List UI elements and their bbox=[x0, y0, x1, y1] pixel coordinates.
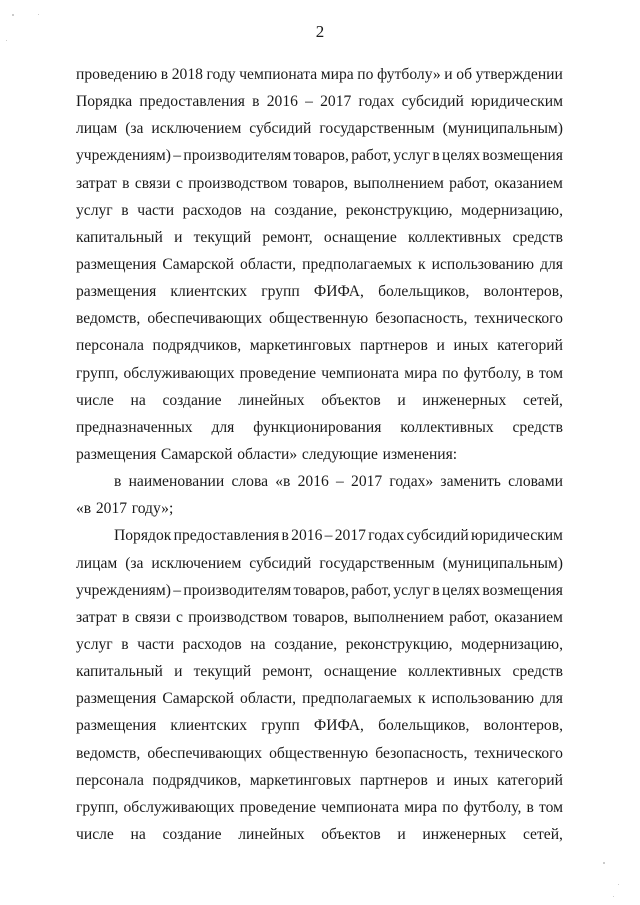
text-line bbox=[76, 115, 563, 142]
text-line bbox=[76, 522, 563, 549]
text-line bbox=[76, 224, 563, 251]
text-word: годах bbox=[368, 527, 405, 545]
text-word: и bbox=[174, 663, 183, 681]
text-word: групп, bbox=[76, 798, 119, 816]
text-word: безопасность, bbox=[375, 744, 468, 762]
text-word: размещения bbox=[76, 255, 157, 273]
text-word: следующие bbox=[301, 445, 378, 463]
text-word: в bbox=[122, 608, 130, 626]
text-word: целях bbox=[442, 147, 481, 165]
text-word: Порядок bbox=[114, 527, 172, 545]
text-word: создание, bbox=[274, 635, 338, 653]
text-word: – bbox=[173, 147, 182, 165]
text-word: Самарской bbox=[160, 445, 233, 463]
text-word: чемпионата bbox=[321, 364, 400, 382]
text-word: средств bbox=[512, 663, 563, 681]
text-word: предполагаемых bbox=[302, 690, 412, 708]
text-word: средств bbox=[512, 418, 563, 436]
text-word: средств bbox=[512, 228, 563, 246]
text-word: государственным bbox=[319, 554, 435, 572]
text-word: услуг bbox=[76, 635, 113, 653]
text-word: чемпионата bbox=[321, 798, 400, 816]
text-word: оказанием bbox=[494, 174, 563, 192]
text-word: линейных bbox=[238, 825, 305, 843]
text-word: обеспечивающих bbox=[147, 744, 263, 762]
text-word: категорий bbox=[497, 337, 563, 355]
text-word: обслуживающих bbox=[123, 798, 235, 816]
text-word: и bbox=[444, 66, 453, 83]
text-line bbox=[76, 278, 563, 305]
text-word: клиентских bbox=[170, 717, 248, 735]
text-word: проведение bbox=[239, 364, 317, 382]
document-body bbox=[76, 61, 563, 848]
text-word: в bbox=[160, 66, 169, 83]
text-word: болельщиков, bbox=[378, 717, 470, 735]
text-word: с bbox=[175, 608, 183, 626]
text-word: (муниципальным) bbox=[442, 554, 563, 572]
text-line bbox=[76, 604, 563, 631]
text-word: юридическим bbox=[470, 527, 563, 545]
text-word: на bbox=[250, 201, 266, 219]
text-word: – bbox=[173, 581, 182, 599]
text-word: проведению bbox=[76, 66, 158, 83]
text-word: в bbox=[432, 581, 440, 599]
text-word: предназначенных bbox=[76, 418, 193, 436]
text-word: юридическим bbox=[471, 93, 563, 111]
text-word: предоставления bbox=[173, 527, 280, 545]
text-word: в bbox=[114, 473, 122, 491]
text-word: услуг bbox=[393, 147, 431, 165]
text-word: 2017 bbox=[95, 500, 128, 518]
text-word: подрядчиков, bbox=[152, 337, 242, 355]
text-word: текущий bbox=[193, 228, 252, 246]
text-word: возмещения bbox=[482, 147, 563, 165]
text-word: 2017 bbox=[351, 473, 383, 491]
text-word: Порядка bbox=[76, 93, 133, 111]
text-word: части bbox=[137, 201, 175, 219]
text-line bbox=[76, 441, 563, 468]
text-word: мира bbox=[404, 798, 438, 816]
text-word: маркетинговых bbox=[249, 771, 352, 789]
text-line bbox=[76, 468, 563, 495]
text-word: 2016 bbox=[266, 93, 298, 111]
text-word: к bbox=[418, 255, 426, 273]
text-word: предоставления bbox=[139, 93, 245, 111]
text-word: капитальный bbox=[76, 663, 163, 681]
text-word: персонала bbox=[76, 771, 144, 789]
text-word: 2016 bbox=[297, 473, 329, 491]
text-word: выполнением bbox=[353, 608, 444, 626]
text-word: затрат bbox=[76, 608, 117, 626]
text-word: футболу, bbox=[463, 364, 522, 382]
text-word: безопасность, bbox=[375, 310, 468, 328]
text-word: производителям bbox=[183, 581, 292, 599]
text-word: обеспечивающих bbox=[147, 310, 263, 328]
text-word: товаров, bbox=[292, 174, 349, 192]
text-word: использованию bbox=[431, 255, 535, 273]
text-word: коллективных bbox=[400, 418, 494, 436]
text-word: клиентских bbox=[170, 283, 248, 301]
text-word: утверждении bbox=[475, 66, 563, 83]
text-word: ФИФА, bbox=[313, 283, 364, 301]
text-word: иных bbox=[453, 771, 489, 789]
text-word: модернизацию, bbox=[461, 635, 563, 653]
text-word: лицам bbox=[76, 120, 118, 138]
text-line bbox=[76, 88, 563, 115]
text-word: выполнением bbox=[353, 174, 444, 192]
text-word: подрядчиков, bbox=[152, 771, 242, 789]
text-word: услуг bbox=[393, 581, 431, 599]
text-line bbox=[76, 61, 563, 88]
text-word: области» bbox=[237, 445, 298, 463]
text-word: оснащение bbox=[323, 663, 397, 681]
text-word: категорий bbox=[497, 771, 563, 789]
text-word: 2017 bbox=[334, 527, 366, 545]
text-word: для bbox=[540, 255, 563, 273]
text-word: числе bbox=[76, 825, 114, 843]
text-word: в bbox=[122, 174, 130, 192]
text-word: услуг bbox=[76, 201, 113, 219]
text-word: затрат bbox=[76, 174, 117, 192]
text-word: мира bbox=[404, 364, 438, 382]
text-word: текущий bbox=[193, 663, 252, 681]
text-word: и bbox=[174, 228, 183, 246]
text-word: на bbox=[250, 635, 266, 653]
text-word: году bbox=[206, 66, 236, 83]
text-word: 2016 bbox=[291, 527, 323, 545]
text-word: иных bbox=[453, 337, 489, 355]
text-word: партнеров bbox=[359, 771, 428, 789]
text-word: в bbox=[252, 93, 260, 111]
text-word: словами bbox=[508, 473, 563, 491]
text-word: работ, bbox=[351, 147, 391, 165]
text-word: с bbox=[175, 174, 183, 192]
text-word: к bbox=[418, 690, 426, 708]
text-word: числе bbox=[76, 391, 114, 409]
text-word: волонтеров, bbox=[483, 717, 563, 735]
text-word: технического bbox=[474, 310, 563, 328]
text-word: объектов bbox=[321, 825, 381, 843]
text-line bbox=[76, 170, 563, 197]
text-line bbox=[76, 740, 563, 767]
text-word: расходов bbox=[182, 201, 242, 219]
text-word: использованию bbox=[431, 690, 535, 708]
text-word: – bbox=[305, 93, 313, 111]
text-line bbox=[76, 794, 563, 821]
text-word: линейных bbox=[238, 391, 305, 409]
text-word: в bbox=[432, 147, 440, 165]
text-word: модернизацию, bbox=[461, 201, 563, 219]
text-word: связи bbox=[134, 174, 171, 192]
text-word: товаров, bbox=[293, 147, 349, 165]
text-line bbox=[76, 251, 563, 278]
text-word: и bbox=[397, 391, 406, 409]
text-word: маркетинговых bbox=[249, 337, 352, 355]
text-word: работ, bbox=[449, 608, 489, 626]
text-word: размещения bbox=[76, 717, 157, 735]
text-word: общественную bbox=[269, 310, 369, 328]
text-word: объектов bbox=[321, 391, 381, 409]
text-word: в bbox=[281, 527, 289, 545]
text-line bbox=[76, 305, 563, 332]
text-word: субсидий bbox=[401, 93, 464, 111]
text-word: лицам bbox=[76, 554, 118, 572]
text-word: групп, bbox=[76, 364, 119, 382]
text-word: области, bbox=[240, 255, 297, 273]
text-line bbox=[76, 142, 563, 169]
text-word: ФИФА, bbox=[313, 717, 364, 735]
text-word: капитальный bbox=[76, 228, 163, 246]
text-word: ведомств, bbox=[76, 310, 141, 328]
text-word: оснащение bbox=[323, 228, 397, 246]
text-word: (за bbox=[125, 554, 144, 572]
text-word: групп bbox=[261, 283, 300, 301]
text-word: – bbox=[324, 527, 333, 545]
text-word: коллективных bbox=[407, 228, 502, 246]
text-word: размещения bbox=[76, 283, 157, 301]
text-word: заменить bbox=[440, 473, 501, 491]
text-word: работ, bbox=[351, 581, 391, 599]
text-line bbox=[76, 387, 563, 414]
text-word: ремонт, bbox=[262, 228, 313, 246]
text-word: (за bbox=[125, 120, 144, 138]
text-word: – bbox=[336, 473, 344, 491]
text-word: товаров, bbox=[292, 608, 349, 626]
text-line bbox=[76, 332, 563, 359]
text-line bbox=[76, 631, 563, 658]
text-word: том bbox=[538, 364, 563, 382]
text-word: в bbox=[526, 364, 534, 382]
text-line bbox=[76, 577, 563, 604]
text-word: в bbox=[526, 798, 534, 816]
text-word: работ, bbox=[449, 174, 489, 192]
text-line bbox=[76, 712, 563, 739]
text-word: годах bbox=[358, 93, 395, 111]
text-word: расходов bbox=[182, 635, 242, 653]
text-word: об bbox=[456, 66, 472, 83]
text-word: производителям bbox=[183, 147, 292, 165]
text-word: исключением bbox=[151, 120, 242, 138]
text-word: футболу, bbox=[463, 798, 522, 816]
text-word: создание, bbox=[274, 201, 338, 219]
text-word: части bbox=[137, 635, 175, 653]
text-word: ремонт, bbox=[262, 663, 313, 681]
text-line bbox=[76, 658, 563, 685]
text-word: создание bbox=[162, 825, 222, 843]
text-word: создание bbox=[162, 391, 222, 409]
text-word: и bbox=[436, 771, 445, 789]
text-word: мира bbox=[320, 66, 354, 83]
text-word: 2018 bbox=[171, 66, 203, 83]
text-word: производством bbox=[188, 608, 288, 626]
text-word: групп bbox=[261, 717, 300, 735]
text-line bbox=[76, 360, 563, 387]
text-word: по bbox=[442, 798, 459, 816]
text-word: по bbox=[357, 66, 374, 83]
text-word: партнеров bbox=[359, 337, 428, 355]
text-word: чемпионата bbox=[239, 66, 318, 83]
text-word: учреждениям) bbox=[76, 147, 171, 165]
text-word: функционирования bbox=[253, 418, 382, 436]
text-word: году»; bbox=[131, 500, 174, 518]
text-word: предполагаемых bbox=[302, 255, 412, 273]
text-word: области, bbox=[240, 690, 297, 708]
text-word: субсидий bbox=[249, 120, 312, 138]
text-word: 2017 bbox=[320, 93, 352, 111]
text-word: волонтеров, bbox=[483, 283, 563, 301]
text-word: болельщиков, bbox=[378, 283, 470, 301]
text-word: в bbox=[121, 201, 129, 219]
text-word: изменения: bbox=[382, 445, 458, 463]
text-word: Самарской bbox=[162, 690, 234, 708]
text-word: «в bbox=[76, 500, 92, 518]
text-word: слова bbox=[231, 473, 269, 491]
text-word: по bbox=[442, 364, 459, 382]
text-line bbox=[76, 495, 563, 522]
text-word: и bbox=[397, 825, 406, 843]
text-line bbox=[76, 767, 563, 794]
page-number: 2 bbox=[315, 22, 325, 41]
text-word: инженерных bbox=[422, 825, 507, 843]
text-word: персонала bbox=[76, 337, 144, 355]
text-word: инженерных bbox=[422, 391, 507, 409]
text-word: в bbox=[121, 635, 129, 653]
text-line bbox=[76, 414, 563, 441]
text-word: оказанием bbox=[494, 608, 563, 626]
text-word: товаров, bbox=[293, 581, 349, 599]
text-word: реконструкцию, bbox=[345, 635, 453, 653]
text-word: субсидий bbox=[406, 527, 469, 545]
text-word: исключением bbox=[151, 554, 242, 572]
text-word: общественную bbox=[269, 744, 369, 762]
text-word: проведение bbox=[239, 798, 317, 816]
text-word: годах» bbox=[389, 473, 434, 491]
text-word: связи bbox=[134, 608, 171, 626]
text-line bbox=[76, 821, 563, 848]
text-line bbox=[76, 550, 563, 577]
text-line bbox=[76, 197, 563, 224]
text-word: возмещения bbox=[482, 581, 563, 599]
text-word: производством bbox=[188, 174, 288, 192]
text-word: размещения bbox=[76, 445, 157, 463]
text-word: сетей, bbox=[522, 391, 563, 409]
text-word: и bbox=[436, 337, 445, 355]
text-word: ведомств, bbox=[76, 744, 141, 762]
text-word: целях bbox=[442, 581, 481, 599]
text-word: сетей, bbox=[522, 825, 563, 843]
text-word: учреждениям) bbox=[76, 581, 171, 599]
text-word: футболу» bbox=[377, 66, 441, 83]
text-word: размещения bbox=[76, 690, 157, 708]
text-word: для bbox=[540, 690, 563, 708]
text-word: субсидий bbox=[249, 554, 312, 572]
text-word: на bbox=[130, 825, 146, 843]
text-word: на bbox=[130, 391, 146, 409]
text-word: «в bbox=[275, 473, 291, 491]
text-word: обслуживающих bbox=[123, 364, 235, 382]
text-word: коллективных bbox=[407, 663, 502, 681]
text-word: государственным bbox=[319, 120, 435, 138]
text-word: для bbox=[211, 418, 235, 436]
text-word: (муниципальным) bbox=[442, 120, 563, 138]
text-word: реконструкцию, bbox=[345, 201, 453, 219]
text-line bbox=[76, 685, 563, 712]
text-word: наименовании bbox=[128, 473, 225, 491]
text-word: Самарской bbox=[162, 255, 234, 273]
text-word: технического bbox=[474, 744, 563, 762]
text-word: том bbox=[538, 798, 563, 816]
